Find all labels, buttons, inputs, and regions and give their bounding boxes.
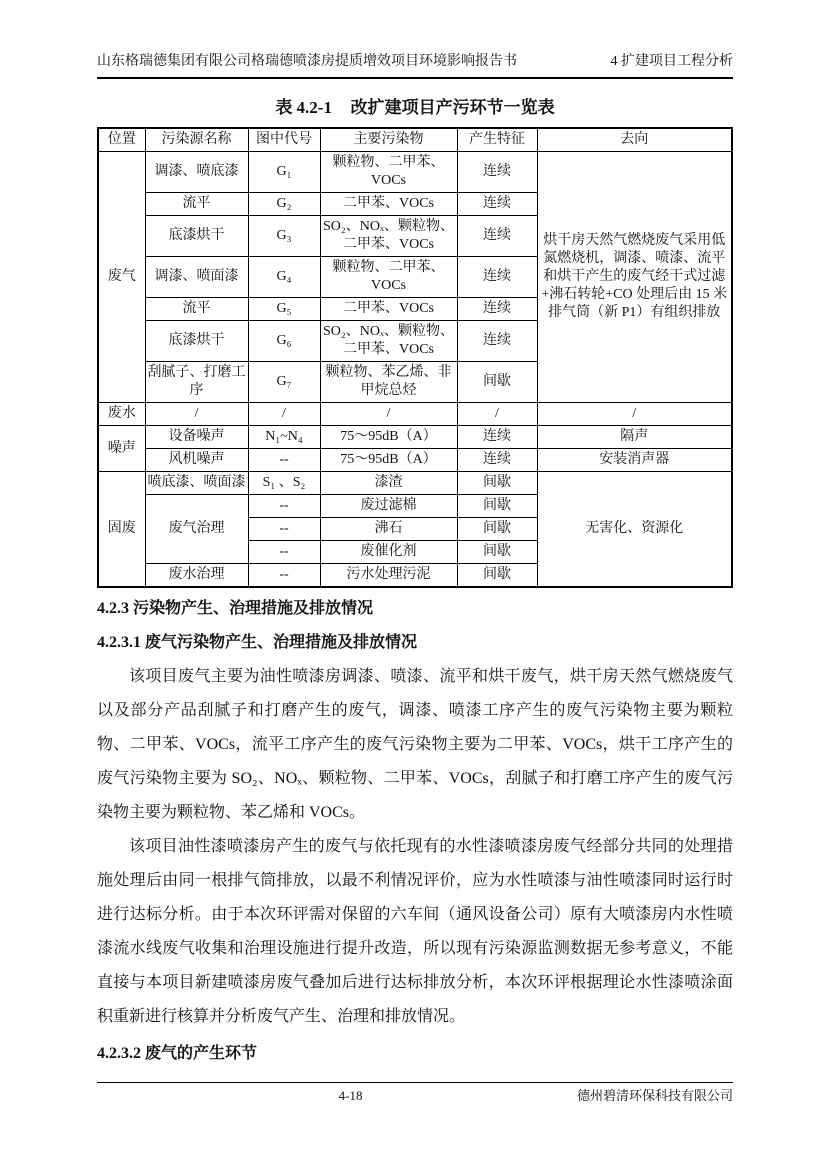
cell-pattern: 连续 (457, 298, 537, 321)
cell-pollutants: 废过滤棉 (320, 495, 457, 518)
cell-pollutants: 污水处理污泥 (320, 564, 457, 588)
table-row (98, 449, 732, 472)
cell-pattern: 间歇 (457, 564, 537, 588)
cell-pollutants: 二甲苯、VOCs (320, 298, 457, 321)
cell-destination: 隔声 (537, 426, 732, 449)
cell-location-noise: 噪声 (98, 426, 145, 472)
cell-pattern: 连续 (457, 216, 537, 257)
cell-source: / (145, 403, 248, 426)
cell-pattern: 连续 (457, 152, 537, 193)
cell-pollutants: 75～95dB（A） (320, 426, 457, 449)
pollution-source-table (97, 127, 733, 588)
col-header-destination: 去向 (537, 128, 732, 152)
cell-pollutants: 75～95dB（A） (320, 449, 457, 472)
col-header-location: 位置 (98, 128, 145, 152)
cell-source: 风机噪声 (145, 449, 248, 472)
page-number: 4-18 (338, 1088, 363, 1103)
cell-pollutants: 沸石 (320, 518, 457, 541)
header-left-text: 山东格瑞德集团有限公司格瑞德喷漆房提质增效项目环境影响报告书 (97, 54, 517, 69)
cell-pattern: 间歇 (457, 495, 537, 518)
cell-code: S₁ 、S₂ (248, 472, 320, 495)
page-content (97, 0, 733, 1071)
cell-code: G₅ (248, 298, 320, 321)
cell-code: G₆ (248, 321, 320, 362)
cell-code: G₇ (248, 362, 320, 403)
cell-source: 流平 (145, 193, 248, 216)
footer-company-name: 德州碧清环保科技有限公司 (576, 1088, 733, 1103)
col-header-source: 污染源名称 (145, 128, 248, 152)
section-heading-4-2-3-1: 4.2.3.1 废气污染物产生、治理措施及排放情况 (97, 634, 418, 651)
cell-pattern: 间歇 (457, 472, 537, 495)
cell-code: N₁~N₄ (248, 426, 320, 449)
cell-source: 流平 (145, 298, 248, 321)
cell-pattern: 间歇 (457, 362, 537, 403)
cell-code: G₄ (248, 257, 320, 298)
cell-source: 调漆、喷底漆 (145, 152, 248, 193)
table-row (98, 472, 732, 495)
cell-pollutants: / (320, 403, 457, 426)
section-heading-4-2-3: 4.2.3 污染物产生、治理措施及排放情况 (97, 600, 374, 617)
cell-code: -- (248, 518, 320, 541)
cell-source-gas-treatment: 废气治理 (145, 495, 248, 564)
cell-pattern: 间歇 (457, 518, 537, 541)
cell-pollutants: 颗粒物、二甲苯、VOCs (320, 257, 457, 298)
table-title (97, 96, 733, 120)
cell-pollutants: SO₂、NOₓ、颗粒物、二甲苯、VOCs (320, 216, 457, 257)
col-header-code: 图中代号 (248, 128, 320, 152)
cell-code: G₁ (248, 152, 320, 193)
cell-pollutants: 颗粒物、苯乙烯、非甲烷总烃 (320, 362, 457, 403)
cell-location-waste-gas: 废气 (98, 152, 145, 403)
cell-code: / (248, 403, 320, 426)
cell-code: -- (248, 449, 320, 472)
section-heading-4-2-3-2: 4.2.3.2 废气的产生环节 (97, 1045, 258, 1062)
cell-pattern: 连续 (457, 426, 537, 449)
cell-source: 废水治理 (145, 564, 248, 588)
cell-pollutants: 废催化剂 (320, 541, 457, 564)
cell-pollutants: 颗粒物、二甲苯、VOCs (320, 152, 457, 193)
col-header-pollutants: 主要污染物 (320, 128, 457, 152)
cell-location-solid-waste: 固废 (98, 472, 145, 588)
cell-pattern: 间歇 (457, 541, 537, 564)
cell-pattern: 连续 (457, 193, 537, 216)
cell-source: 设备噪声 (145, 426, 248, 449)
table-caption: 改扩建项目产污环节一览表 (350, 98, 555, 117)
cell-source: 刮腻子、打磨工序 (145, 362, 248, 403)
cell-pattern: 连续 (457, 257, 537, 298)
table-row-waste-water (98, 403, 732, 426)
table-header-row (98, 128, 732, 152)
col-header-pattern: 产生特征 (457, 128, 537, 152)
cell-source: 调漆、喷面漆 (145, 257, 248, 298)
cell-pollutants: 漆渣 (320, 472, 457, 495)
body-paragraph-1: 该项目废气主要为油性喷漆房调漆、喷漆、流平和烘干废气，烘干房天然气燃烧废气以及部分产品刮腻子和打磨产生的废气，调漆、喷漆工序产生的废气污染物主要为颗粒物、二甲苯、VOCs，流平工序产生的废气污染物主要为二甲苯、VOCs，烘干工序产生的废气污染物主要为 SO₂、NOₓ、颗粒物、二甲苯、VOCs，刮腻子和打磨工序产生的废气污染物主要为颗粒物、苯乙烯和 VOCs。 (97, 668, 733, 821)
cell-pattern: 连续 (457, 449, 537, 472)
cell-code: -- (248, 495, 320, 518)
table-number: 表 4.2-1 (275, 98, 332, 117)
cell-destination-waste-gas: 烘干房天然气燃烧废气采用低氮燃烧机，调漆、喷漆、流平和烘干产生的废气经干式过滤+沸石转轮+CO 处理后由 15 米排气筒（新 P1）有组织排放 (537, 152, 732, 403)
cell-pattern: / (457, 403, 537, 426)
cell-source: 底漆烘干 (145, 216, 248, 257)
cell-code: G₂ (248, 193, 320, 216)
cell-code: -- (248, 564, 320, 588)
cell-pattern: 连续 (457, 321, 537, 362)
page-header (97, 0, 733, 79)
table-row (98, 426, 732, 449)
cell-location-waste-water: 废水 (98, 403, 145, 426)
cell-pollutants: SO₂、NOₓ、颗粒物、二甲苯、VOCs (320, 321, 457, 362)
cell-destination: / (537, 403, 732, 426)
body-paragraph-2: 该项目油性漆喷漆房产生的废气与依托现有的水性漆喷漆房废气经部分共同的处理措施处理后由同一根排气筒排放，以最不利情况评价，应为水性喷漆与油性喷漆同时运行时进行达标分析。由于本次环评需对保留的六车间（通风设备公司）原有大喷漆房内水性喷漆流水线废气收集和治理设施进行提升改造，所以现有污染源监测数据无参考意义，不能直接与本项目新建喷漆房废气叠加后进行达标排放分析，本次环评根据理论水性漆喷涂面积重新进行核算并分析废气产生、治理和排放情况。 (97, 838, 733, 1025)
cell-pollutants: 二甲苯、VOCs (320, 193, 457, 216)
cell-destination: 安装消声器 (537, 449, 732, 472)
cell-code: G₃ (248, 216, 320, 257)
page-footer (97, 1082, 733, 1107)
table-row (98, 152, 732, 193)
header-right-text: 4 扩建项目工程分析 (610, 54, 733, 69)
cell-code: -- (248, 541, 320, 564)
cell-destination-solid-waste: 无害化、资源化 (537, 472, 732, 588)
cell-source: 底漆烘干 (145, 321, 248, 362)
cell-source: 喷底漆、喷面漆 (145, 472, 248, 495)
